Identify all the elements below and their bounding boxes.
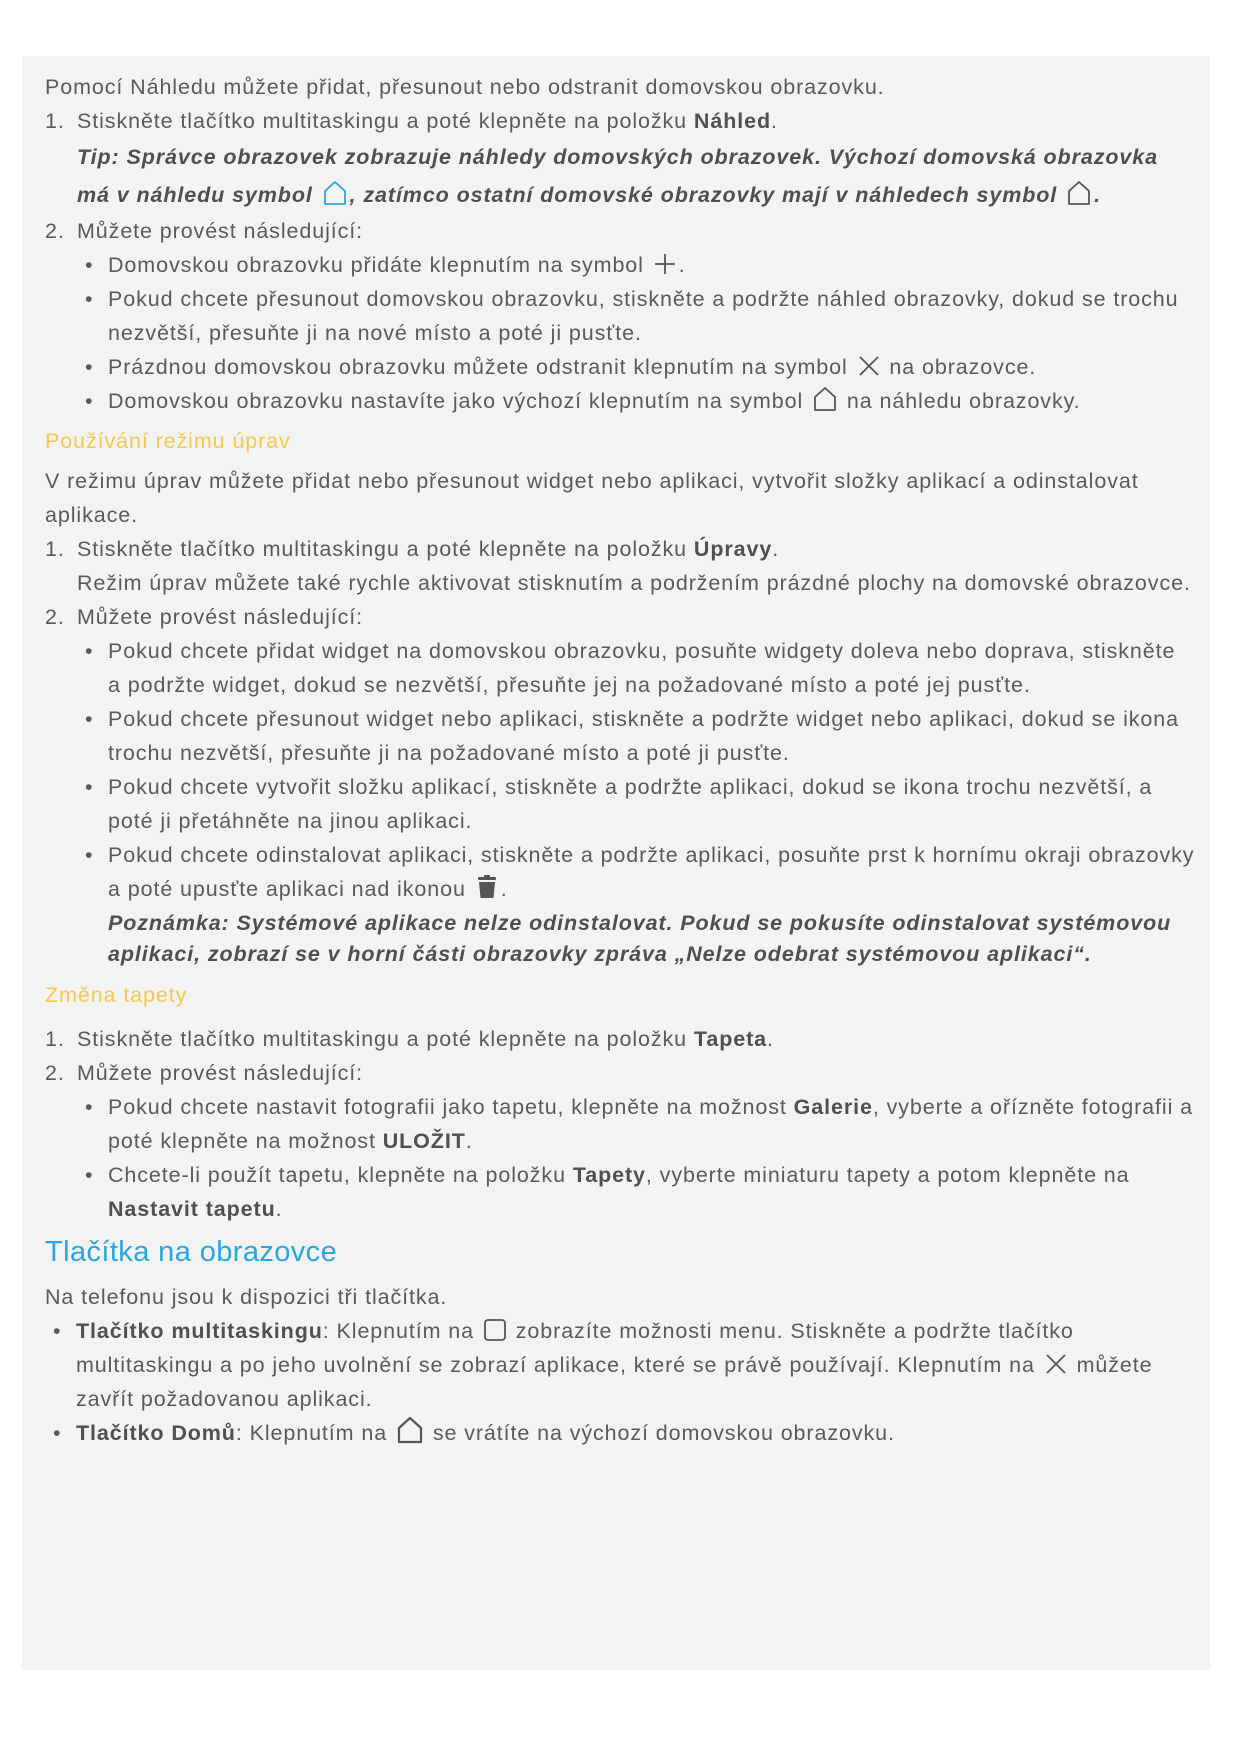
item-text: Domovskou obrazovku nastavíte jako výchozí klepnutím na symbol [108, 389, 811, 413]
item-punct: . [275, 1197, 283, 1221]
list-item [45, 1416, 1195, 1450]
step-text: Můžete provést následující: [77, 219, 364, 243]
list-item [77, 1090, 1195, 1158]
wallpaper-heading: Změna tapety [45, 983, 188, 1007]
step-bold: Úpravy [693, 537, 773, 561]
step-text: Stiskněte tlačítko multitaskingu a poté klepněte na položku [77, 1027, 694, 1051]
item-text: Prázdnou domovskou obrazovku můžete odstranit klepnutím na symbol [108, 355, 855, 379]
preview-intro: Pomocí Náhledu můžete přidat, přesunout nebo odstranit domovskou obrazovku. [45, 75, 885, 99]
screen-buttons-list [45, 1314, 1195, 1450]
item-punct: . [500, 877, 508, 901]
step-number: 2. [45, 605, 65, 629]
step-text: Stiskněte tlačítko multitaskingu a poté klepněte na položku [77, 109, 694, 133]
step-text: Můžete provést následující: [77, 1061, 364, 1085]
list-item [77, 1158, 1195, 1226]
screen-buttons-heading: Tlačítka na obrazovce [45, 1236, 338, 1268]
home-outline-icon [396, 1416, 424, 1444]
item-text: Domovskou obrazovku přidáte klepnutím na symbol [108, 253, 651, 277]
item-text: , vyberte miniaturu tapety a potom klepněte na [645, 1163, 1130, 1187]
step-number: 2. [45, 1061, 65, 1085]
item-punct: . [465, 1129, 473, 1153]
trash-icon [475, 874, 499, 900]
list-item [77, 350, 1195, 384]
edit-step-1 [45, 532, 1195, 566]
item-bold: ULOŽIT [382, 1129, 466, 1153]
item-text: : Klepnutím na [322, 1319, 481, 1343]
preview-step-1 [45, 104, 1195, 138]
square-icon [483, 1318, 507, 1342]
edit-mode-heading: Používání režimu úprav [45, 429, 291, 453]
item-text: Chcete-li použít tapetu, klepněte na položku [108, 1163, 573, 1187]
item-text: Pokud chcete odinstalovat aplikaci, stiskněte a podržte aplikaci, posuňte prst k hornímu okraji obrazovky a poté upusťte aplikaci nad ikonou [108, 843, 1195, 901]
edit-step-2 [45, 600, 1195, 634]
close-x-icon [1044, 1352, 1068, 1376]
item-bold: Galerie [793, 1095, 873, 1119]
system-apps-note: Poznámka: Systémové aplikace nelze odinstalovat. Pokud se pokusíte odinstalovat systémovou aplikaci, zobrazí se v horní části obrazovky zpráva „Nelze odebrat systémovou aplikaci“. [108, 911, 1172, 966]
edit-options-list [45, 634, 1195, 970]
wallpaper-step-2 [45, 1056, 1195, 1090]
step-text: Stiskněte tlačítko multitaskingu a poté klepněte na položku [77, 537, 694, 561]
step-text: Můžete provést následující: [77, 605, 364, 629]
item-text: Pokud chcete nastavit fotografii jako tapetu, klepněte na možnost [108, 1095, 794, 1119]
wallpaper-options-list [45, 1090, 1195, 1226]
item-punct: . [678, 253, 686, 277]
plus-icon [653, 252, 677, 276]
home-outline-icon [812, 386, 838, 412]
close-x-icon [857, 354, 881, 378]
step-number: 1. [45, 1027, 65, 1051]
item-text: můžete zavřít požadovanou aplikaci. [76, 1353, 1153, 1411]
home-outline-icon-blue [322, 180, 348, 206]
step-punct: . [771, 109, 778, 133]
item-bold: Tlačítko multitaskingu [76, 1319, 323, 1343]
list-item: • Pokud chcete přesunout widget nebo aplikaci, stiskněte a podržte widget nebo aplikaci, dokud se ikona trochu nezvětší, přesuňte ji na požadované místo a poté ji pusťte. [77, 702, 1195, 770]
item-text: , vyberte a ořízněte fotografii a poté klepněte na možnost [108, 1095, 1193, 1153]
item-text: na obrazovce. [882, 355, 1037, 379]
list-item: • Pokud chcete přidat widget na domovskou obrazovku, posuňte widgety doleva nebo doprava, stiskněte a podržte widget, dokud se nezvětší, přesuňte jej na požadované místo a poté jej pusťte. [77, 634, 1195, 702]
item-text: zobrazíte možnosti menu. Stiskněte a podržte tlačítko multitaskingu a po jeho uvolnění se zobrazí aplikace, které se právě používají. Klepnutím na [76, 1319, 1074, 1377]
tip-part: , zatímco ostatní domovské obrazovky mají v náhledech symbol [349, 183, 1065, 207]
step-punct: . [772, 537, 780, 561]
step-bold: Tapeta [693, 1027, 768, 1051]
preview-step-2 [45, 214, 1195, 248]
step-number: 1. [45, 109, 65, 133]
list-item [45, 1314, 1195, 1416]
edit-intro: V režimu úprav můžete přidat nebo přesunout widget nebo aplikaci, vytvořit složky aplikací a odinstalovat aplikace. [45, 469, 1139, 527]
list-item: • Pokud chcete přesunout domovskou obrazovku, stiskněte a podržte náhled obrazovky, dokud se trochu nezvětší, přesuňte ji na nové místo a poté ji pusťte. [77, 282, 1195, 350]
tip-text [45, 138, 1195, 214]
item-bold: Tapety [572, 1163, 646, 1187]
step-number: 1. [45, 537, 65, 561]
home-outline-icon [1066, 180, 1092, 206]
tip-part: Tip: Správce obrazovek zobrazuje náhledy domovských obrazovek. Výchozí domovská obrazovka má v náhledu symbol [77, 145, 1158, 207]
step-number: 2. [45, 219, 65, 243]
item-bold: Tlačítko Domů [76, 1421, 236, 1445]
item-text: se vrátíte na výchozí domovskou obrazovku. [425, 1421, 895, 1445]
edit-step-note: Režim úprav můžete také rychle aktivovat stisknutím a podržením prázdné plochy na domovské obrazovce. [77, 571, 1191, 595]
step-bold: Náhled [693, 109, 772, 133]
tip-part: . [1094, 183, 1101, 207]
preview-options-list [45, 248, 1195, 418]
item-text: na náhledu obrazovky. [840, 389, 1081, 413]
wallpaper-step-1 [45, 1022, 1195, 1056]
list-item [77, 248, 1195, 282]
list-item [77, 384, 1195, 418]
page-content [45, 70, 1195, 1450]
step-punct: . [767, 1027, 774, 1051]
list-item [77, 838, 1195, 970]
item-bold: Nastavit tapetu [108, 1197, 276, 1221]
list-item: • Pokud chcete vytvořit složku aplikací, stiskněte a podržte aplikaci, dokud se ikona trochu nezvětší, a poté ji přetáhněte na jinou aplikaci. [77, 770, 1195, 838]
item-text: : Klepnutím na [235, 1421, 394, 1445]
screen-buttons-intro: Na telefonu jsou k dispozici tři tlačítka. [45, 1285, 448, 1309]
